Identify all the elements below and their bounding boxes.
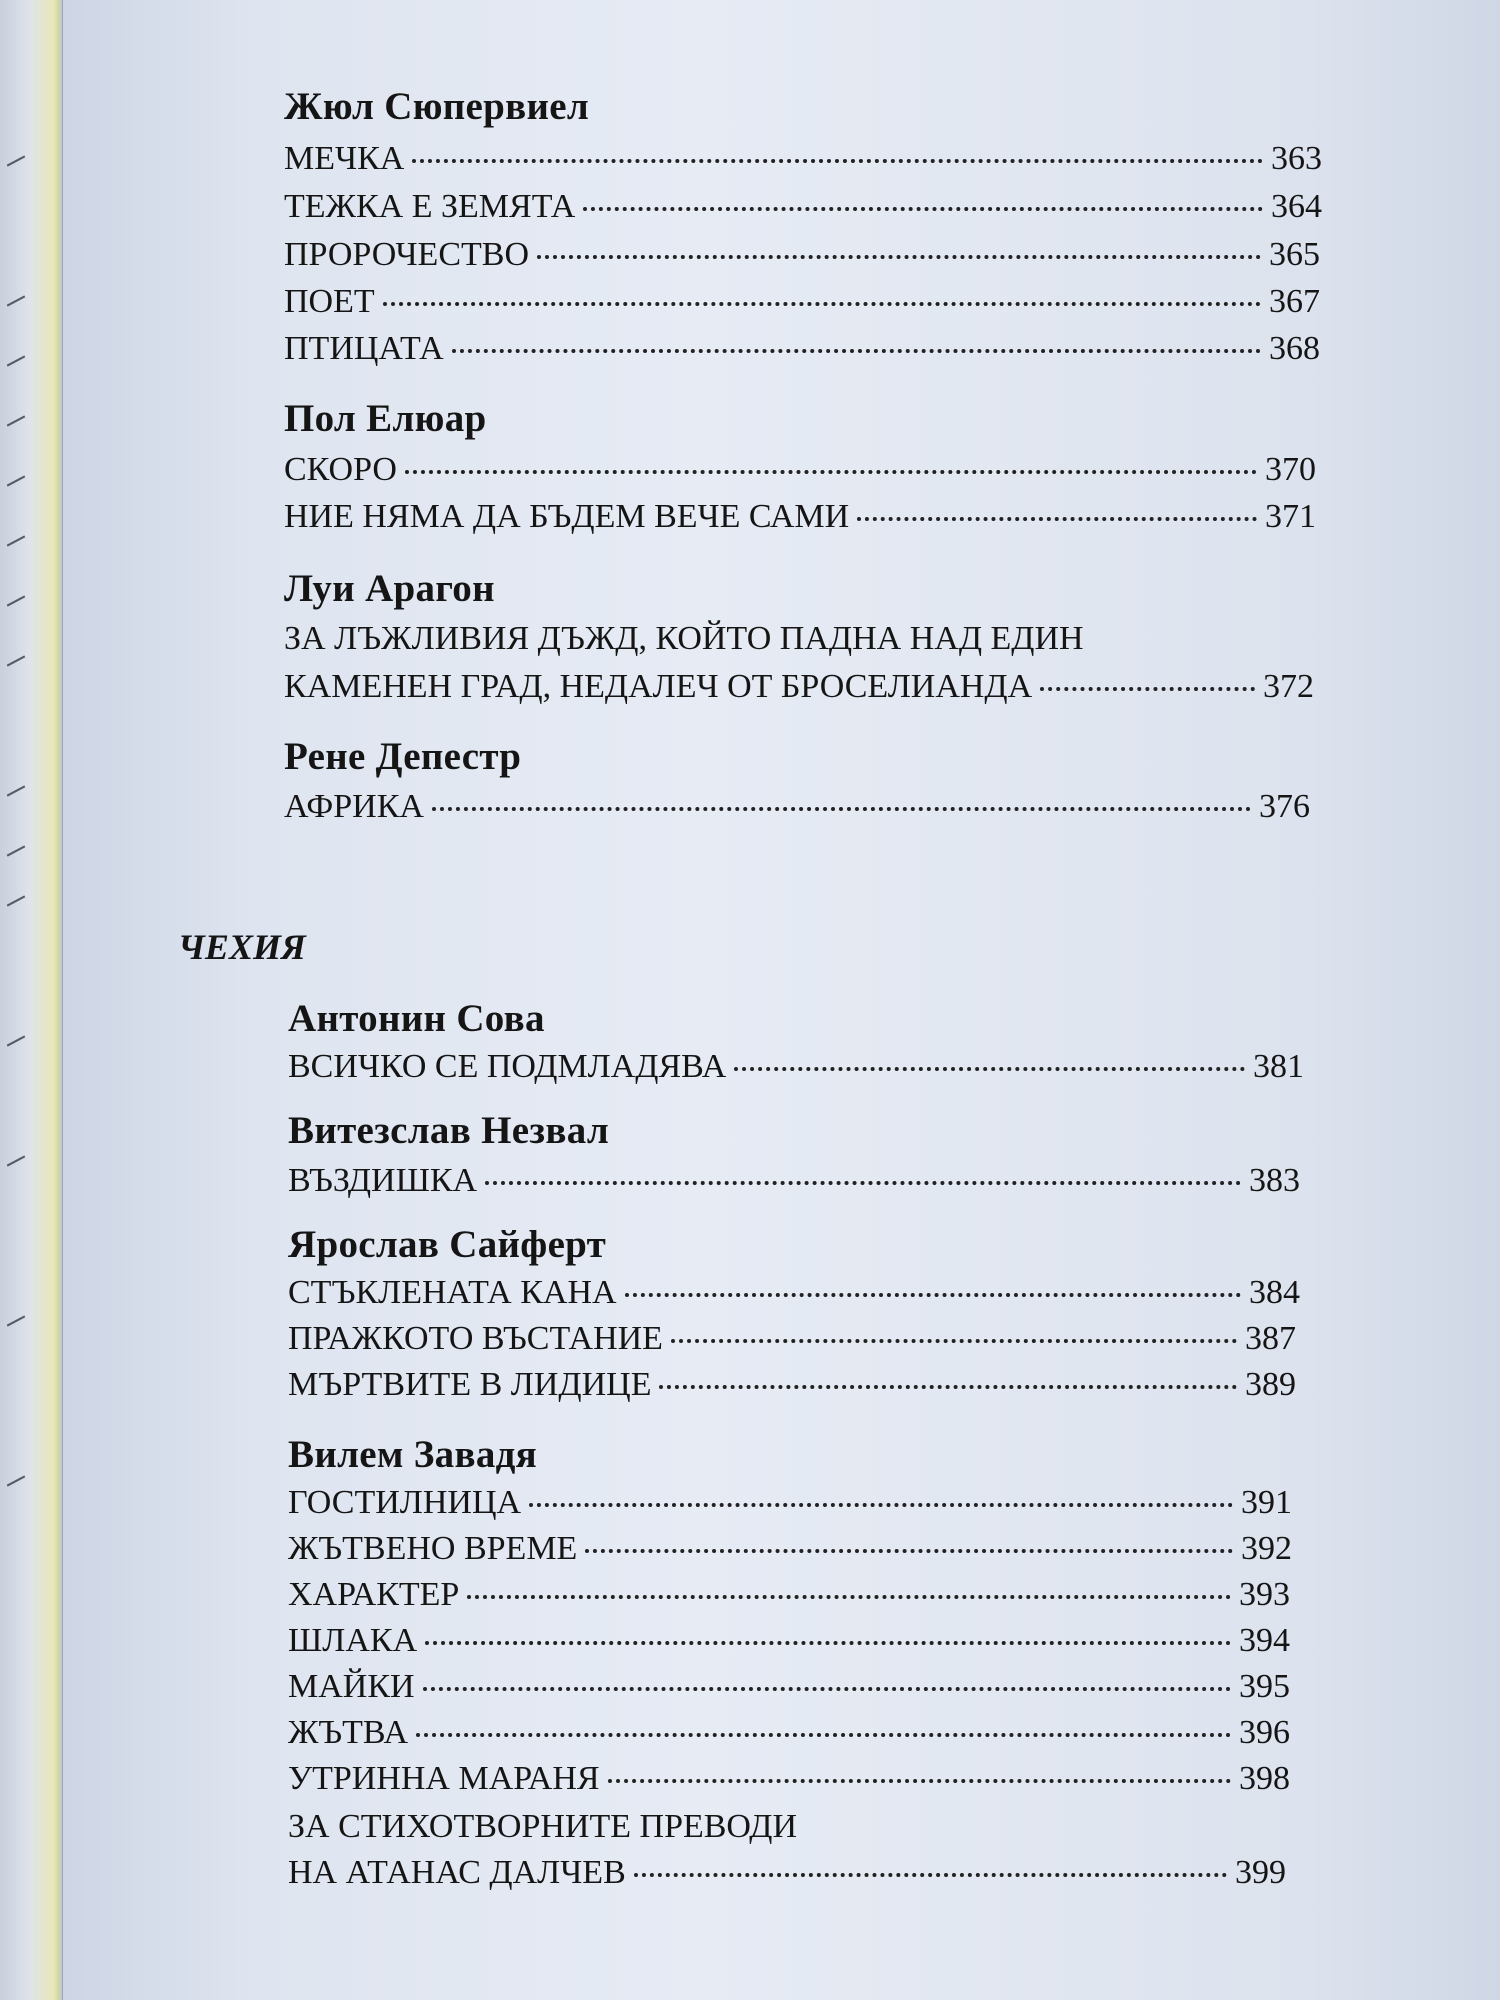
dot-leader — [625, 1293, 1241, 1297]
author-name: Ярослав Сайферт — [288, 1223, 607, 1266]
dot-leader — [425, 1641, 1231, 1645]
toc-entry[interactable] — [288, 1668, 1290, 1712]
entry-page: 395 — [1239, 1668, 1290, 1705]
toc-entry[interactable] — [288, 1320, 1296, 1364]
dot-leader — [467, 1595, 1231, 1599]
toc-entry[interactable] — [288, 1576, 1290, 1620]
entry-title: АФРИКА — [284, 788, 424, 825]
toc-entry[interactable] — [288, 1366, 1296, 1410]
author-name: Пол Елюар — [284, 397, 487, 440]
entry-page: 364 — [1271, 188, 1322, 225]
entry-title: МАЙКИ — [288, 1668, 415, 1705]
entry-page: 384 — [1249, 1274, 1300, 1311]
toc-entry[interactable] — [288, 1530, 1292, 1574]
dot-leader — [634, 1873, 1227, 1877]
toc-entry[interactable] — [284, 188, 1322, 232]
dot-leader — [1040, 687, 1255, 691]
entry-title: ЖЪТВА — [288, 1714, 408, 1751]
entry-page: 371 — [1265, 498, 1316, 535]
dot-leader — [608, 1779, 1231, 1783]
entry-title: СКОРО — [284, 451, 397, 488]
dot-leader — [529, 1503, 1233, 1507]
dot-leader — [452, 349, 1261, 353]
entry-title: ВЪЗДИШКА — [288, 1162, 478, 1199]
entry-page: 363 — [1271, 140, 1322, 177]
entry-title: НИЕ НЯМА ДА БЪДЕМ ВЕЧЕ САМИ — [284, 498, 850, 535]
entry-title: ПРОРОЧЕСТВО — [284, 236, 530, 273]
toc-entry[interactable] — [284, 330, 1320, 374]
toc-entry[interactable] — [284, 788, 1310, 832]
dot-leader — [432, 807, 1251, 811]
entry-title: ЖЪТВЕНО ВРЕМЕ — [288, 1530, 578, 1567]
entry-page: 396 — [1239, 1714, 1290, 1751]
toc-entry[interactable] — [288, 1484, 1292, 1528]
author-name: Луи Арагон — [284, 567, 495, 610]
entry-title: ПРАЖКОТО ВЪСТАНИЕ — [288, 1320, 663, 1357]
dot-leader — [857, 517, 1257, 521]
entry-title: СТЪКЛЕНАТА КАНА — [288, 1274, 617, 1311]
toc-entry[interactable] — [288, 1048, 1304, 1092]
entry-page: 392 — [1241, 1530, 1292, 1567]
entry-page: 399 — [1235, 1854, 1286, 1891]
section-heading-czech: ЧЕХИЯ — [178, 927, 306, 967]
dot-leader — [405, 470, 1257, 474]
author-name: Рене Депестр — [284, 735, 522, 778]
entry-page: 365 — [1269, 236, 1320, 273]
toc-entry[interactable] — [284, 283, 1320, 327]
entry-title: ПОЕТ — [284, 283, 375, 320]
entry-title: ШЛАКА — [288, 1622, 418, 1659]
toc-entry[interactable] — [288, 1274, 1300, 1318]
dot-leader — [485, 1181, 1241, 1185]
entry-page: 398 — [1239, 1760, 1290, 1797]
author-name: Антонин Сова — [288, 997, 545, 1040]
toc-entry[interactable] — [284, 451, 1316, 495]
afterword-title-line[interactable]: ЗА СТИХОТВОРНИТЕ ПРЕВОДИ — [288, 1808, 798, 1845]
entry-title: ГОСТИЛНИЦА — [288, 1484, 522, 1521]
entry-title: ТЕЖКА Е ЗЕМЯТА — [284, 188, 576, 225]
entry-title: МЕЧКА — [284, 140, 405, 177]
entry-page: 368 — [1269, 330, 1320, 367]
toc-entry[interactable] — [284, 140, 1322, 184]
dot-leader — [383, 302, 1261, 306]
toc-entry[interactable] — [288, 1622, 1290, 1666]
toc-entry[interactable] — [284, 668, 1314, 712]
entry-page: 387 — [1245, 1320, 1296, 1357]
entry-page: 393 — [1239, 1576, 1290, 1613]
toc-entry[interactable] — [288, 1714, 1290, 1758]
dot-leader — [583, 207, 1263, 211]
dot-leader — [423, 1687, 1231, 1691]
dot-leader — [734, 1067, 1245, 1071]
entry-page: 391 — [1241, 1484, 1292, 1521]
author-name: Вилем Завадя — [288, 1433, 538, 1476]
dot-leader — [659, 1385, 1237, 1389]
toc-entry[interactable] — [288, 1760, 1290, 1804]
toc-entry[interactable] — [288, 1162, 1300, 1206]
entry-title: УТРИННА МАРАНЯ — [288, 1760, 600, 1797]
author-name: Витезслав Незвал — [288, 1109, 610, 1152]
entry-page: 370 — [1265, 451, 1316, 488]
entry-page: 367 — [1269, 283, 1320, 320]
entry-title: МЪРТВИТЕ В ЛИДИЦЕ — [288, 1366, 652, 1403]
entry-title: НА АТАНАС ДАЛЧЕВ — [288, 1854, 626, 1891]
toc-entry[interactable] — [284, 498, 1316, 542]
author-name: Жюл Сюпервиел — [284, 85, 590, 128]
dot-leader — [671, 1339, 1237, 1343]
entry-title: ХАРАКТЕР — [288, 1576, 460, 1613]
entry-title: ВСИЧКО СЕ ПОДМЛАДЯВА — [288, 1048, 727, 1085]
entry-title-line[interactable]: ЗА ЛЪЖЛИВИЯ ДЪЖД, КОЙТО ПАДНА НАД ЕДИН — [284, 620, 1084, 657]
dot-leader — [416, 1733, 1231, 1737]
entry-page: 394 — [1239, 1622, 1290, 1659]
dot-leader — [537, 255, 1261, 259]
entry-page: 381 — [1253, 1048, 1304, 1085]
dot-leader — [412, 159, 1263, 163]
entry-page: 376 — [1259, 788, 1310, 825]
dot-leader — [585, 1549, 1233, 1553]
entry-title: КАМЕНЕН ГРАД, НЕДАЛЕЧ ОТ БРОСЕЛИАНДА — [284, 668, 1033, 705]
entry-title: ПТИЦАТА — [284, 330, 444, 367]
entry-page: 389 — [1245, 1366, 1296, 1403]
toc-entry-afterword[interactable] — [288, 1854, 1286, 1898]
entry-page: 383 — [1249, 1162, 1300, 1199]
entry-page: 372 — [1263, 668, 1314, 705]
toc-entry[interactable] — [284, 236, 1320, 280]
